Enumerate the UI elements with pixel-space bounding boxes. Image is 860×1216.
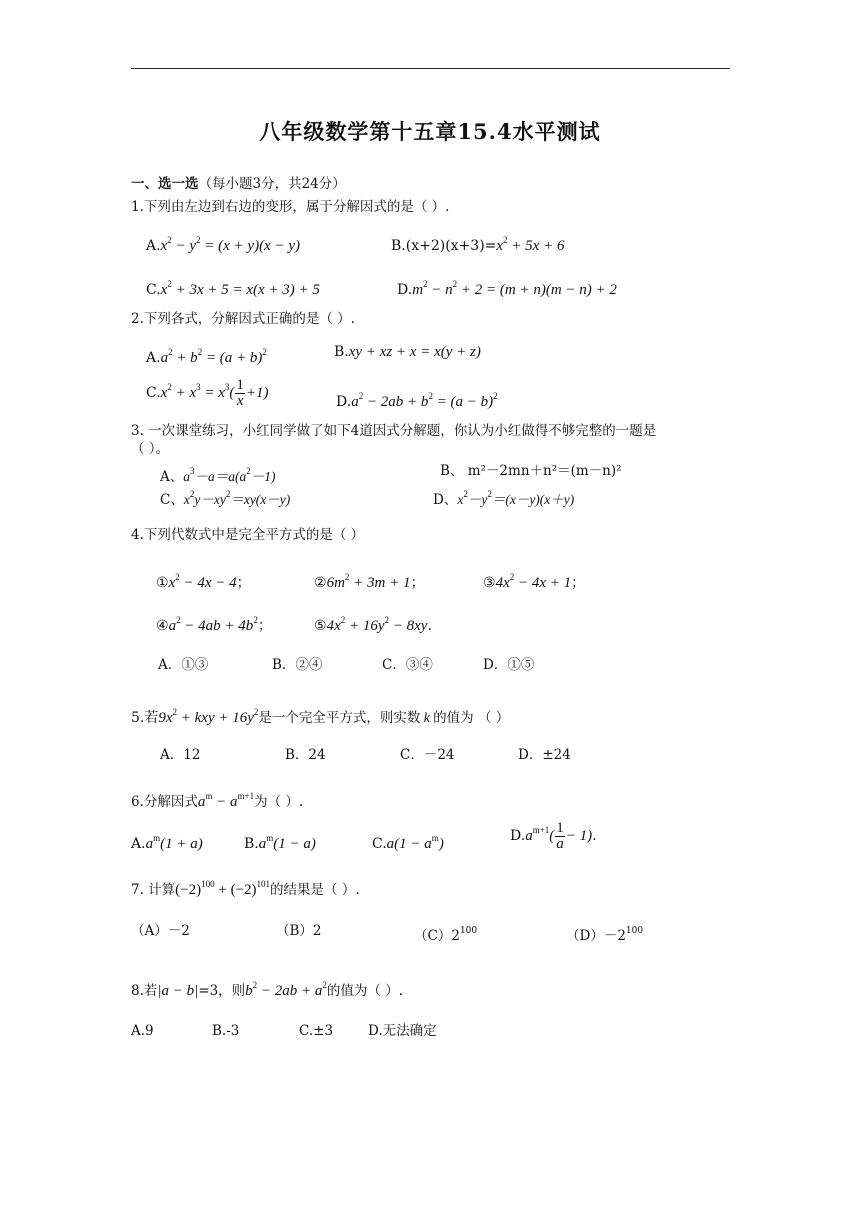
q6-prefix: 6.分解因式 (131, 794, 198, 810)
q4-expr-4: $④a^2 - 4ab + 4b^2$； (156, 615, 272, 634)
q6-a-label: A. (131, 836, 146, 852)
q5-suffix2: 的值为 （ ） (433, 710, 510, 726)
q2-a-expr: $a^2 + b^2 = (a + b)^2$ (160, 347, 267, 366)
section-heading-label: 一、选一选 (131, 176, 199, 192)
q3-a-label: A、 (160, 469, 184, 485)
q3-d-label: D、 (433, 492, 458, 508)
q7-option-b: （B）2 (276, 923, 322, 939)
q8-prefix: 8.若 (131, 983, 158, 999)
q8-abs-expr: |a − b| (157, 983, 199, 999)
q3-a-expr: $a^3-a=a(a^2-1)$ (183, 466, 276, 484)
page-title: 八年级数学第十五章15.4水平测试 (259, 119, 601, 144)
q2-b-label: B. (334, 344, 349, 360)
q8-option-d: D.无法确定 (368, 1023, 437, 1039)
q2-c-label: C. (146, 385, 161, 401)
q2-c-expr: $x^2 + x^3 = x^3$( $\frac{1}{x}$ +1) (160, 377, 269, 410)
q7-option-a: （A）－2 (131, 923, 190, 939)
q2-option-b (334, 342, 481, 362)
q8-stem (131, 975, 403, 1001)
q6-expr: $a^m - a^{m+1}$ (197, 791, 255, 810)
q4-expr-2: $②6m^2 + 3m + 1$； (314, 572, 425, 591)
q5-option-d: D．±24 (518, 747, 571, 763)
q5-k: k (420, 710, 434, 725)
q7-suffix: 的结果是（ ）. (270, 882, 360, 898)
q2-option-c (146, 377, 269, 409)
q6-option-b (244, 828, 316, 854)
q3-d-expr: $x^2-y^2=(x-y)(x+y)$ (457, 489, 575, 507)
q1-c-label: C. (146, 282, 161, 298)
q8-option-a: A.9 (131, 1023, 154, 1039)
q5-stem (131, 702, 509, 728)
section-heading (131, 175, 346, 193)
q2-stem: 2.下列各式，分解因式正确的是（ ）. (131, 311, 355, 327)
q5-prefix: 5.若 (131, 710, 159, 726)
q2-d-label: D. (336, 394, 352, 410)
q5-option-a: A．12 (160, 747, 201, 763)
q7-option-d: $(D)-2^{100}$ (566, 926, 644, 944)
q1-d-label: D. (397, 282, 413, 298)
q2-b-expr: xy + xz + x = x(y + z) (348, 344, 481, 360)
q1-b-expr: $x^2 + 5x + 6$ (496, 235, 565, 254)
q8-option-b: B.-3 (212, 1023, 240, 1039)
q2-d-expr: $a^2 - 2ab + b^2 = (a - b)^2$ (351, 391, 498, 410)
q3-stem: 3. 一次课堂练习，小红同学做了如下4道因式分解题，你认为小红做得不够完整的一题是 (131, 423, 657, 439)
q1-b-label: B.(x+2)(x+3)= (391, 238, 497, 254)
q2-option-d (336, 386, 498, 412)
q6-d-label: D. (510, 828, 526, 844)
q3-option-a (160, 462, 276, 486)
q1-a-expr: $x^2 - y^2 = (x + y)(x - y)$ (160, 235, 300, 254)
q3-option-d (433, 485, 574, 509)
q3-c-label: C、 (160, 492, 184, 508)
q6-b-label: B. (244, 836, 259, 852)
q1-stem: 1.下列由左边到右边的变形，属于分解因式的是（ ）. (131, 199, 450, 215)
q1-option-b (391, 230, 564, 256)
q7-stem (131, 874, 360, 900)
q7-option-c: $(C)2^{100}$ (414, 926, 478, 944)
q4-expr-1: $①x^2 - 4x - 4$； (156, 572, 251, 591)
q7-c-label: （C） (414, 928, 452, 944)
q5-option-c: C．－24 (400, 747, 455, 763)
q3-option-c (160, 485, 290, 509)
q6-d-expr: $a^{m+1}$( $\frac{1}{a}$ − 1) (525, 820, 593, 853)
q7-expr: $(-2)^{100} + (-2)^{101}$ (175, 879, 271, 898)
q6-b-expr: $a^m(1 - a)$ (258, 833, 316, 852)
q3-c-expr: $x^2y-xy^2=xy(x-y)$ (183, 489, 291, 507)
q2-option-a (146, 342, 267, 368)
q4-expr-3: $③4x^2 - 4x + 1$； (483, 572, 586, 591)
q2-a-label: A. (146, 350, 161, 366)
q7-d-label: （D）－ (566, 928, 618, 944)
q6-a-expr: $a^m(1 + a)$ (145, 833, 203, 852)
q6-stem (131, 786, 303, 812)
q4-expr-5: $⑤4x^2 + 16y^2 - 8xy$. (314, 615, 432, 634)
q3-option-b: B、 m²－2mn＋n²＝(m－n)² (440, 463, 622, 479)
section-heading-note: （每小题3分，共24分） (198, 176, 346, 192)
q5-option-b: B．24 (285, 747, 326, 763)
q6-c-expr: $a(1 - a^m)$ (386, 833, 444, 852)
q6-suffix: 为（ ）. (254, 794, 304, 810)
q1-option-a (146, 230, 300, 256)
q1-c-expr: $x^2 + 3x + 5 = x(x + 3) + 5$ (160, 279, 320, 298)
q6-c-label: C. (372, 836, 387, 852)
q6-option-c (372, 828, 444, 854)
q4-option-a: A．①③ (158, 657, 209, 673)
q8-suffix: 的值为（ ）. (326, 983, 404, 999)
q3-stem-blank: （ ）。 (131, 441, 170, 457)
q5-expr: $9x^2$ + kxy + $16y^2$ (158, 707, 259, 726)
q4-option-b: B．②④ (272, 657, 323, 673)
q5-suffix: 是一个完全平方式，则实数 (258, 710, 421, 726)
header-rule (131, 68, 730, 69)
q4-option-d: D．①⑤ (483, 657, 535, 673)
q1-d-expr: $m^2 - n^2 + 2 = (m + n)(m - n) + 2$ (412, 279, 617, 298)
q8-mid: =3，则 (198, 983, 246, 999)
q1-a-label: A. (146, 238, 161, 254)
q6-option-d: $D.a^{m+1}$( $\frac{1}{a}$ − 1). (510, 820, 597, 853)
q4-stem: 4.下列代数式中是完全平方式的是（ ） (131, 527, 365, 543)
q1-option-c (146, 274, 320, 300)
q8-option-c: C.±3 (299, 1023, 334, 1039)
q4-option-c: C．③④ (382, 657, 433, 673)
q1-option-d (397, 274, 617, 300)
q6-option-a (131, 828, 203, 854)
q7-prefix: 7. 计算 (131, 882, 176, 898)
q8-expr: $b^2 - 2ab + a^2$ (245, 980, 327, 999)
